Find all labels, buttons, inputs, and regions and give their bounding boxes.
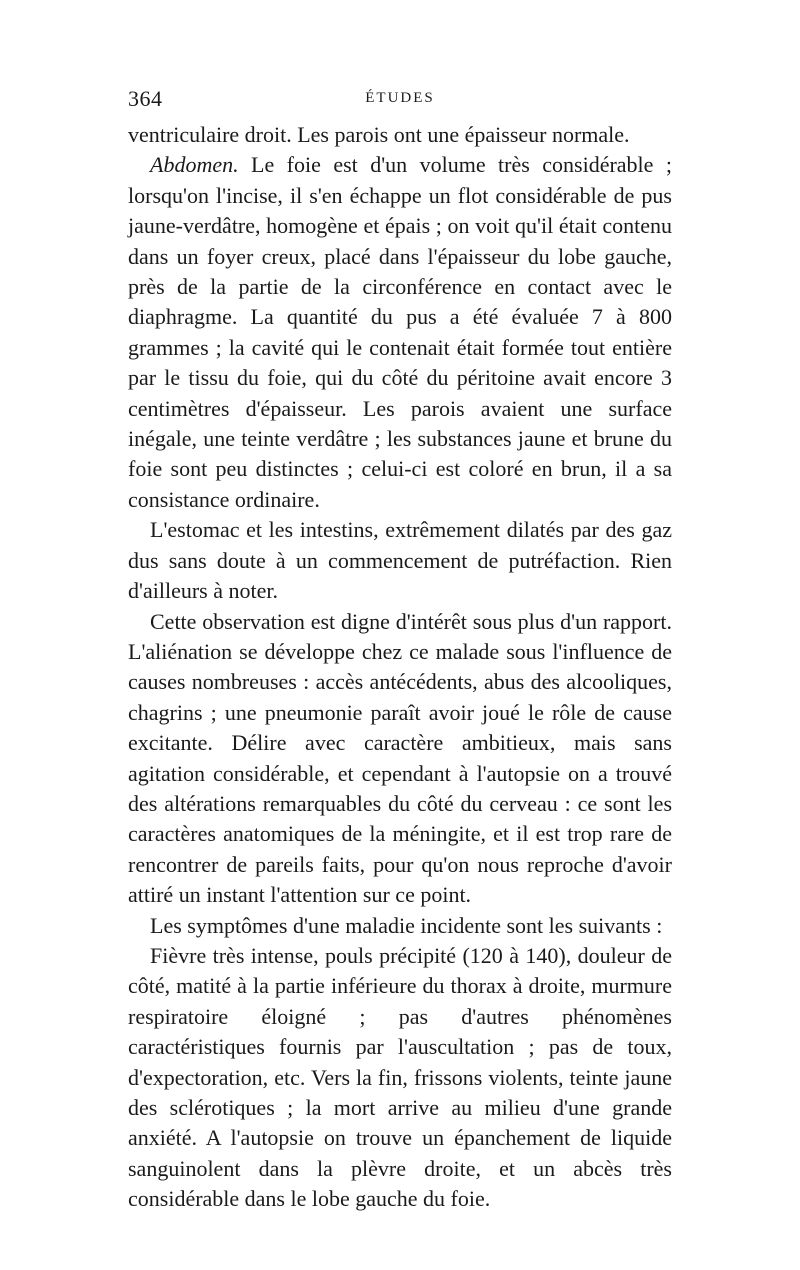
paragraph-text: Fièvre très intense, pouls précipité (120 à 140), douleur de côté, matité à la partie inférieure du thorax à droite, murmure respiratoire éloigné ; pas d'autres phénomènes caractéristiques fournis par l'auscultation ; pas de toux, d'expectoration, etc. Vers la fin, frissons violents, teinte jaune des sclérotiques ; la mort arrive au milieu d'une grande anxiété. A l'autopsie on trouve un épanchement de liquide sanguinolent dans la plèvre droite, et un abcès très considérable dans le lobe gauche du foie. [128, 942, 672, 1212]
paragraph-observation [128, 607, 672, 911]
paragraph-fievre [128, 941, 672, 1215]
section-lead: Abdomen. [150, 152, 239, 178]
page-header [128, 86, 672, 116]
body-text [128, 120, 672, 1215]
page-number: 364 [128, 86, 163, 111]
paragraph-text: Cette observation est digne d'intérêt sous plus d'un rapport. L'aliénation se développe chez ce malade sous l'influence de causes nombreuses : accès antécédents, abus des alcooliques, chagrins ; une pneumonie paraît avoir joué le rôle de cause excitante. Délire avec caractère ambitieux, mais sans agitation considérable, et cependant à l'autopsie on a trouvé des altérations remarquables du côté du cerveau : ce sont les caractères anatomiques de la méningite, et il est trop rare de rencontrer de pareils faits, pour qu'on nous reproche d'avoir attiré un instant l'attention sur ce point. [128, 608, 672, 908]
paragraph-continuation [128, 120, 672, 150]
paragraph-text: Le foie est d'un volume très considérable ; lorsqu'on l'incise, il s'en échappe un flot considérable de pus jaune-verdâtre, homogène et épais ; on voit qu'il était contenu dans un foyer creux, placé dans l'épaisseur du lobe gauche, près de la partie de la circonférence en contact avec le diaphragme. La quantité du pus a été évaluée 7 à 800 grammes ; la cavité qui le contenait était formée tout entière par le tissu du foie, qui du côté du péritoine avait encore 3 centimètres d'épaisseur. Les parois avaient une surface inégale, une teinte verdâtre ; les substances jaune et brune du foie sont peu distinctes ; celui-ci est coloré en brun, il a sa consistance ordinaire. [128, 152, 672, 512]
running-head: ÉTUDES [365, 90, 435, 106]
paragraph-estomac [128, 515, 672, 606]
paragraph-symptomes [128, 911, 672, 941]
paragraph-text: ventriculaire droit. Les parois ont une épaisseur normale. [128, 122, 630, 147]
paragraph-text: L'estomac et les intestins, extrêmement dilatés par des gaz dus sans doute à un commencement de putréfaction. Rien d'ailleurs à noter. [128, 517, 672, 604]
paragraph-abdomen [128, 150, 672, 515]
paragraph-text: Les symptômes d'une maladie incidente sont les suivants : [150, 912, 663, 938]
